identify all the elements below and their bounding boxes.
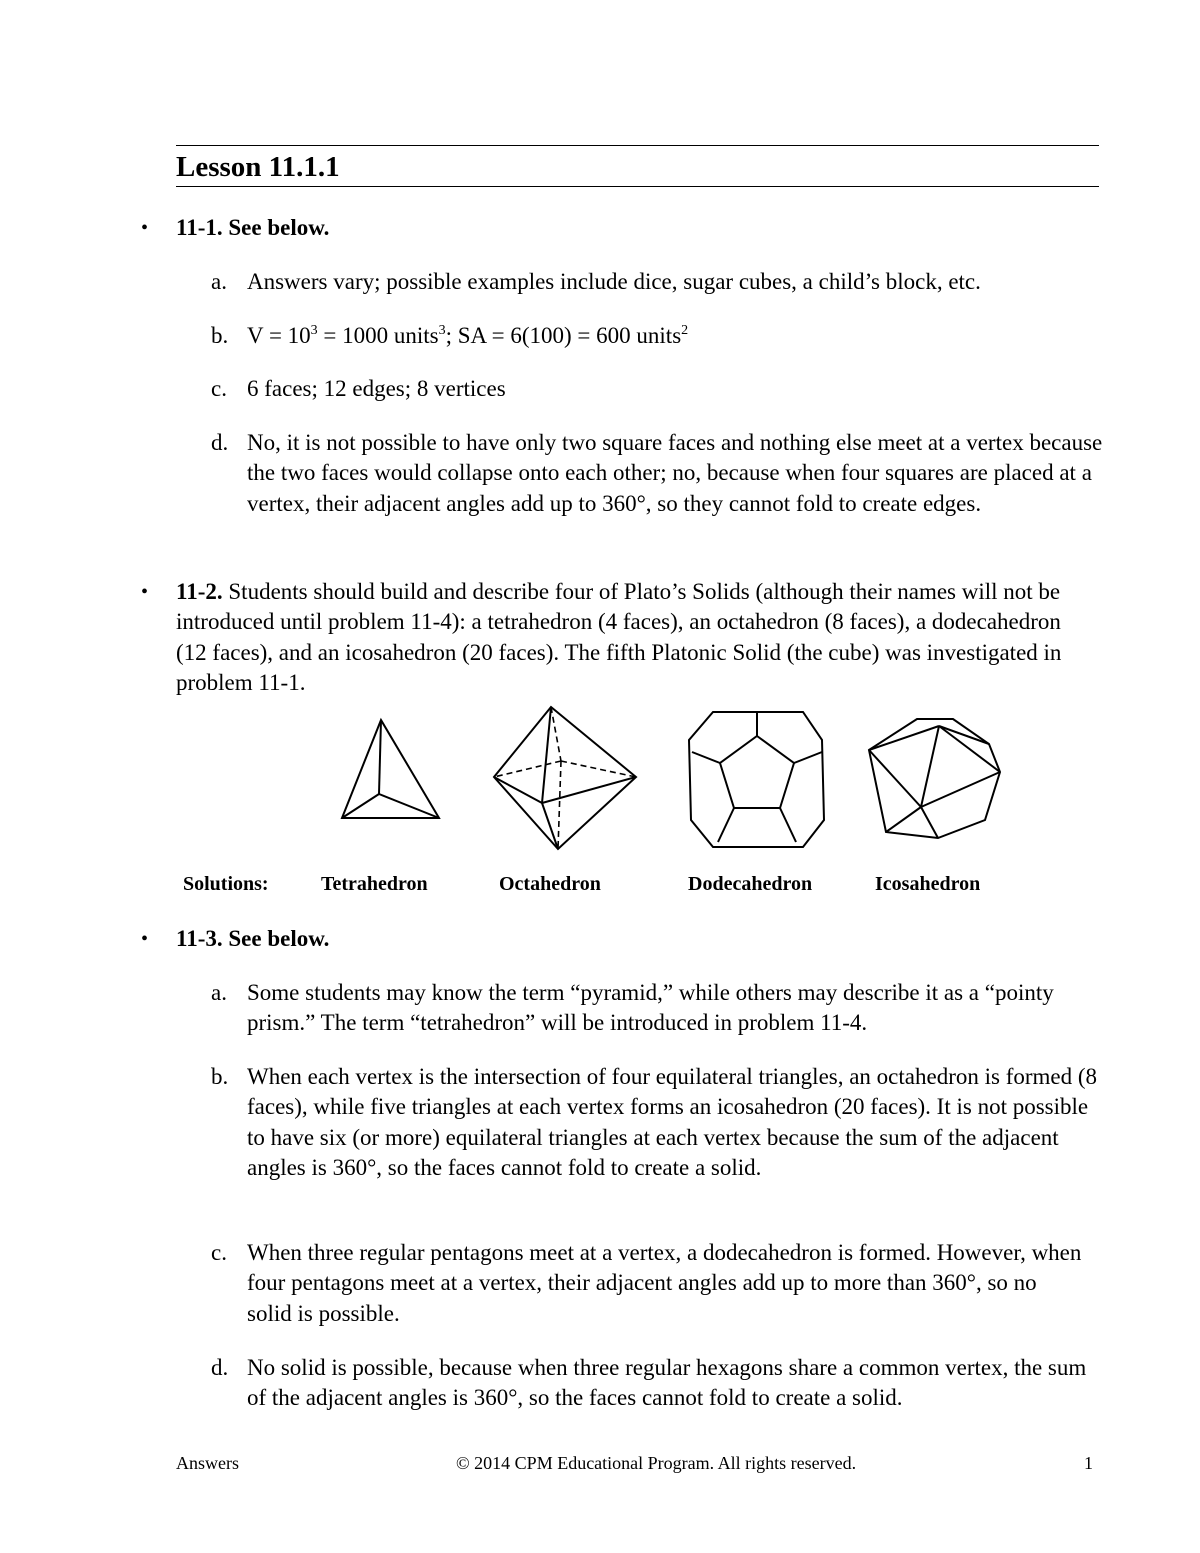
footer-copyright: © 2014 CPM Educational Program. All rights reserved. <box>456 1453 857 1473</box>
answer-letter: d. <box>211 1355 229 1380</box>
answer-letter: d. <box>211 430 229 455</box>
answer-11-1-a: Answers vary; possible examples include dice, sugar cubes, a child’s block, etc. <box>247 269 981 294</box>
answer-letter: a. <box>211 269 227 294</box>
header-rule-top <box>176 145 1099 146</box>
answer-11-1-d: No, it is not possible to have only two square faces and nothing else meet at a vertex because the two faces would collapse onto each other; no, because when four squares are placed at a vertex, their adjacent angles add up to 360°, so they cannot fold to create edges. <box>247 430 1103 516</box>
volume-exponent: 3 <box>310 323 318 338</box>
answer-letter: b. <box>211 1064 229 1089</box>
problem-11-2-label: 11-2. <box>176 579 223 604</box>
footer-left: Answers <box>176 1453 239 1473</box>
page-number: 1 <box>1084 1453 1093 1473</box>
tetrahedron-figure <box>330 712 450 824</box>
label-icosahedron: Icosahedron <box>875 873 981 895</box>
answer-11-3-b: When each vertex is the intersection of four equilateral triangles, an octahedron is formed (8 faces), while five triangles at each vertex forms an icosahedron (20 faces). It is not possible to have six (or more) equilateral triangles at each vertex because the sum of the adjacent angles is 360°, so the faces cannot fold to create a solid. <box>247 1064 1098 1180</box>
surface-area-exponent: 2 <box>681 323 689 338</box>
volume-text: V = 10 <box>247 323 311 348</box>
answer-11-1-c: 6 faces; 12 edges; 8 vertices <box>247 376 506 401</box>
volume-result: = 1000 units <box>317 323 439 348</box>
answer-letter: a. <box>211 980 227 1005</box>
answer-11-3-d: No solid is possible, because when three regular hexagons share a common vertex, the sum of the adjacent angles is 360°, so the faces cannot fold to create a solid. <box>247 1355 1087 1411</box>
icosahedron-figure <box>866 714 1010 844</box>
answer-letter: b. <box>211 323 229 348</box>
answer-letter: c. <box>211 376 227 401</box>
problem-11-3-label: 11-3. See below. <box>176 926 330 951</box>
answer-11-3-c: When three regular pentagons meet at a vertex, a dodecahedron is formed. However, when four pentagons meet at a vertex, their adjacent angles add up to more than 360°, so no solid is possible. <box>247 1240 1082 1326</box>
bullet-11-1: • <box>141 217 149 239</box>
label-octahedron: Octahedron <box>499 873 601 895</box>
label-tetrahedron: Tetrahedron <box>321 873 428 895</box>
solutions-heading: Solutions: <box>183 873 269 895</box>
answer-11-3-a: Some students may know the term “pyramid,” while others may describe it as a “pointy prism.” The term “tetrahedron” will be introduced in problem 11-4. <box>247 980 1054 1036</box>
label-dodecahedron: Dodecahedron <box>688 873 813 895</box>
problem-11-1-label: 11-1. See below. <box>176 215 330 240</box>
octahedron-figure <box>488 703 642 855</box>
answer-letter: c. <box>211 1240 227 1265</box>
answer-11-1-b <box>247 321 1107 351</box>
volume-unit-exponent: 3 <box>438 323 446 338</box>
surface-area-text: ; SA = 6(100) = 600 units <box>445 323 682 348</box>
bullet-11-3: • <box>141 928 149 950</box>
problem-11-2 <box>176 577 1091 698</box>
lesson-title: Lesson 11.1.1 <box>176 151 340 183</box>
bullet-11-2: • <box>141 581 149 603</box>
header-rule-bottom <box>176 186 1099 187</box>
problem-11-2-text: Students should build and describe four of Plato’s Solids (although their names will not be introduced until problem 11-4): a tetrahedron (4 faces), an octahedron (8 faces), a dodecahedron (12 faces), and an icosahedron (20 faces). The fifth Platonic Solid (the cube) was investigated in problem 11-1. <box>176 579 1062 695</box>
dodecahedron-figure <box>682 706 832 854</box>
